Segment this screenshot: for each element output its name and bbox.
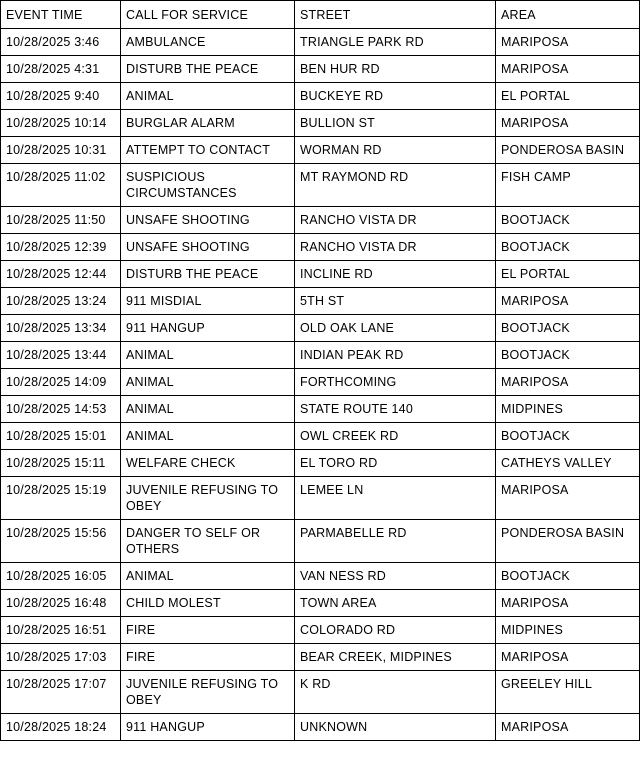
cell-event-time: 10/28/2025 12:44	[1, 261, 121, 288]
cell-call-for-service: ANIMAL	[121, 83, 295, 110]
table-row	[1, 315, 640, 342]
cell-area: MARIPOSA	[496, 29, 640, 56]
table-row	[1, 563, 640, 590]
cell-call-for-service: 911 HANGUP	[121, 714, 295, 741]
cell-call-for-service: SUSPICIOUS CIRCUMSTANCES	[121, 164, 295, 207]
table-header	[1, 1, 640, 29]
cell-area: MARIPOSA	[496, 477, 640, 520]
cell-area: BOOTJACK	[496, 315, 640, 342]
table-row	[1, 617, 640, 644]
cell-area: CATHEYS VALLEY	[496, 450, 640, 477]
cell-event-time: 10/28/2025 15:01	[1, 423, 121, 450]
cell-area: GREELEY HILL	[496, 671, 640, 714]
cell-street: LEMEE LN	[295, 477, 496, 520]
cell-event-time: 10/28/2025 13:24	[1, 288, 121, 315]
cell-call-for-service: UNSAFE SHOOTING	[121, 207, 295, 234]
cell-street: BUCKEYE RD	[295, 83, 496, 110]
cell-call-for-service: 911 MISDIAL	[121, 288, 295, 315]
cell-call-for-service: BURGLAR ALARM	[121, 110, 295, 137]
table-row	[1, 590, 640, 617]
cell-street: BEN HUR RD	[295, 56, 496, 83]
cell-event-time: 10/28/2025 17:07	[1, 671, 121, 714]
cell-event-time: 10/28/2025 16:05	[1, 563, 121, 590]
cell-call-for-service: WELFARE CHECK	[121, 450, 295, 477]
cell-call-for-service: DISTURB THE PEACE	[121, 261, 295, 288]
cell-street: WORMAN RD	[295, 137, 496, 164]
header-street: STREET	[295, 1, 496, 29]
table-row	[1, 261, 640, 288]
table-row	[1, 29, 640, 56]
table-row	[1, 423, 640, 450]
cell-event-time: 10/28/2025 9:40	[1, 83, 121, 110]
cell-call-for-service: DANGER TO SELF OR OTHERS	[121, 520, 295, 563]
cell-area: MARIPOSA	[496, 110, 640, 137]
table-row	[1, 137, 640, 164]
table-row	[1, 644, 640, 671]
cell-event-time: 10/28/2025 14:53	[1, 396, 121, 423]
cell-street: K RD	[295, 671, 496, 714]
table-row	[1, 396, 640, 423]
cell-call-for-service: ANIMAL	[121, 423, 295, 450]
cell-event-time: 10/28/2025 4:31	[1, 56, 121, 83]
header-call-for-service: CALL FOR SERVICE	[121, 1, 295, 29]
cell-call-for-service: JUVENILE REFUSING TO OBEY	[121, 671, 295, 714]
table-row	[1, 207, 640, 234]
cell-call-for-service: 911 HANGUP	[121, 315, 295, 342]
cell-event-time: 10/28/2025 12:39	[1, 234, 121, 261]
cell-area: BOOTJACK	[496, 207, 640, 234]
table-row	[1, 110, 640, 137]
cell-area: FISH CAMP	[496, 164, 640, 207]
cell-call-for-service: AMBULANCE	[121, 29, 295, 56]
cell-street: BULLION ST	[295, 110, 496, 137]
table-row	[1, 369, 640, 396]
cell-area: PONDEROSA BASIN	[496, 520, 640, 563]
cell-street: STATE ROUTE 140	[295, 396, 496, 423]
header-event-time: EVENT TIME	[1, 1, 121, 29]
cell-area: MIDPINES	[496, 396, 640, 423]
cell-call-for-service: DISTURB THE PEACE	[121, 56, 295, 83]
cell-street: BEAR CREEK, MIDPINES	[295, 644, 496, 671]
cell-call-for-service: ANIMAL	[121, 396, 295, 423]
cell-event-time: 10/28/2025 11:02	[1, 164, 121, 207]
header-row	[1, 1, 640, 29]
cell-street: FORTHCOMING	[295, 369, 496, 396]
cell-area: EL PORTAL	[496, 83, 640, 110]
cell-street: 5TH ST	[295, 288, 496, 315]
cell-street: RANCHO VISTA DR	[295, 207, 496, 234]
cell-event-time: 10/28/2025 16:48	[1, 590, 121, 617]
cell-area: MARIPOSA	[496, 644, 640, 671]
cell-street: VAN NESS RD	[295, 563, 496, 590]
cell-event-time: 10/28/2025 17:03	[1, 644, 121, 671]
cell-event-time: 10/28/2025 13:34	[1, 315, 121, 342]
cell-call-for-service: ANIMAL	[121, 563, 295, 590]
cell-event-time: 10/28/2025 10:31	[1, 137, 121, 164]
table-row	[1, 83, 640, 110]
cell-call-for-service: ATTEMPT TO CONTACT	[121, 137, 295, 164]
cell-area: BOOTJACK	[496, 234, 640, 261]
cell-area: MIDPINES	[496, 617, 640, 644]
table-row	[1, 714, 640, 741]
header-area: AREA	[496, 1, 640, 29]
table-row	[1, 56, 640, 83]
table-row	[1, 520, 640, 563]
cell-street: MT RAYMOND RD	[295, 164, 496, 207]
cell-street: EL TORO RD	[295, 450, 496, 477]
cell-call-for-service: CHILD MOLEST	[121, 590, 295, 617]
cell-area: EL PORTAL	[496, 261, 640, 288]
table-row	[1, 671, 640, 714]
table-row	[1, 450, 640, 477]
cell-event-time: 10/28/2025 18:24	[1, 714, 121, 741]
cell-event-time: 10/28/2025 14:09	[1, 369, 121, 396]
table-row	[1, 164, 640, 207]
cell-area: BOOTJACK	[496, 342, 640, 369]
cell-street: RANCHO VISTA DR	[295, 234, 496, 261]
cell-street: TRIANGLE PARK RD	[295, 29, 496, 56]
cell-call-for-service: FIRE	[121, 644, 295, 671]
cell-call-for-service: UNSAFE SHOOTING	[121, 234, 295, 261]
table-row	[1, 288, 640, 315]
cell-area: MARIPOSA	[496, 714, 640, 741]
cell-event-time: 10/28/2025 3:46	[1, 29, 121, 56]
cell-area: BOOTJACK	[496, 423, 640, 450]
cell-area: MARIPOSA	[496, 288, 640, 315]
cell-event-time: 10/28/2025 15:56	[1, 520, 121, 563]
cell-area: PONDEROSA BASIN	[496, 137, 640, 164]
cell-event-time: 10/28/2025 13:44	[1, 342, 121, 369]
cell-area: MARIPOSA	[496, 56, 640, 83]
cell-street: UNKNOWN	[295, 714, 496, 741]
cell-area: BOOTJACK	[496, 563, 640, 590]
table-row	[1, 234, 640, 261]
cell-street: INDIAN PEAK RD	[295, 342, 496, 369]
cell-street: COLORADO RD	[295, 617, 496, 644]
cell-street: OWL CREEK RD	[295, 423, 496, 450]
cell-street: TOWN AREA	[295, 590, 496, 617]
cell-event-time: 10/28/2025 10:14	[1, 110, 121, 137]
cell-event-time: 10/28/2025 11:50	[1, 207, 121, 234]
cell-call-for-service: ANIMAL	[121, 342, 295, 369]
cell-street: OLD OAK LANE	[295, 315, 496, 342]
table-row	[1, 477, 640, 520]
table-row	[1, 342, 640, 369]
cell-call-for-service: FIRE	[121, 617, 295, 644]
cell-call-for-service: ANIMAL	[121, 369, 295, 396]
cell-event-time: 10/28/2025 15:11	[1, 450, 121, 477]
cell-area: MARIPOSA	[496, 369, 640, 396]
cell-event-time: 10/28/2025 15:19	[1, 477, 121, 520]
cell-area: MARIPOSA	[496, 590, 640, 617]
cell-street: INCLINE RD	[295, 261, 496, 288]
cell-call-for-service: JUVENILE REFUSING TO OBEY	[121, 477, 295, 520]
cell-street: PARMABELLE RD	[295, 520, 496, 563]
table-body	[1, 29, 640, 741]
cell-event-time: 10/28/2025 16:51	[1, 617, 121, 644]
